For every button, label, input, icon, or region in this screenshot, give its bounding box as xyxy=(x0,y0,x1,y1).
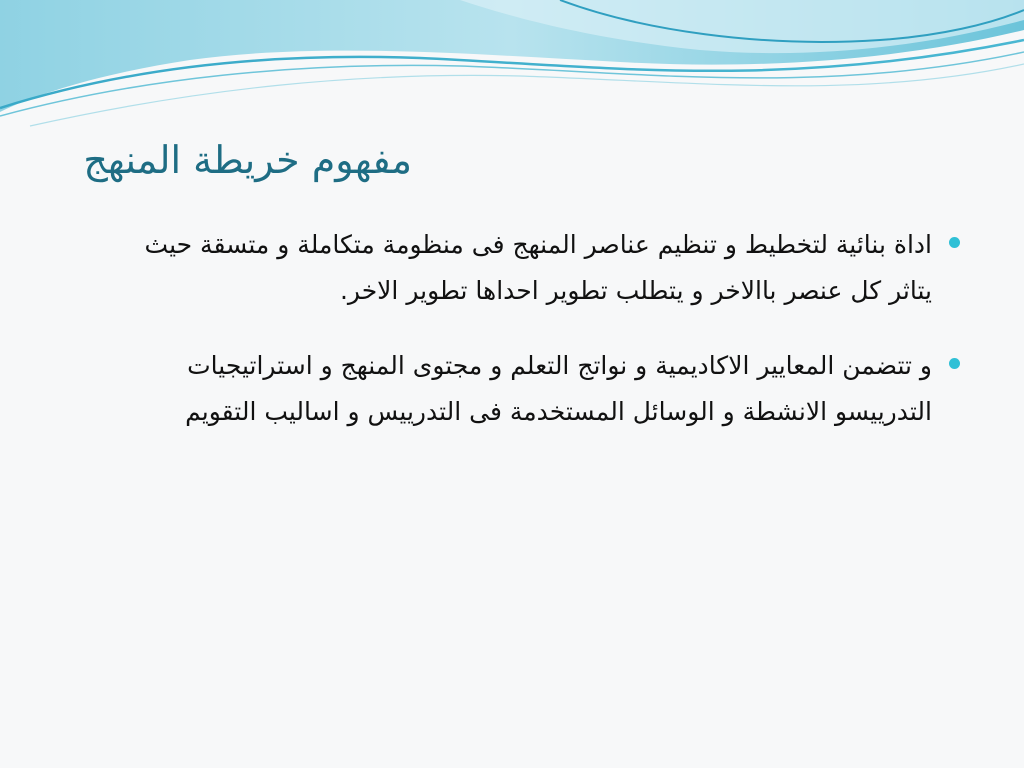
header-wave-decoration xyxy=(0,0,1024,130)
bullet-item xyxy=(100,222,962,314)
bullet-list xyxy=(100,222,962,464)
bullet-text: اداة بنائية لتخطيط و تنظيم عناصر المنهج فى منظومة متكاملة و متسقة حيث يتاثر كل عنصر باالاخر و يتطلب تطوير احداها تطوير الاخر. xyxy=(144,230,932,305)
bullet-text: و تتضمن المعايير الاكاديمية و نواتج التعلم و مجتوى المنهج و استراتيجيات التدرييسو الانشطة و الوسائل المستخدمة فى التدرييس و اساليب التقويم xyxy=(185,351,932,426)
bullet-dot-icon xyxy=(949,237,960,248)
slide-title: مفهوم خريطة المنهج xyxy=(83,138,412,182)
bullet-dot-icon xyxy=(949,358,960,369)
bullet-item xyxy=(100,343,962,435)
